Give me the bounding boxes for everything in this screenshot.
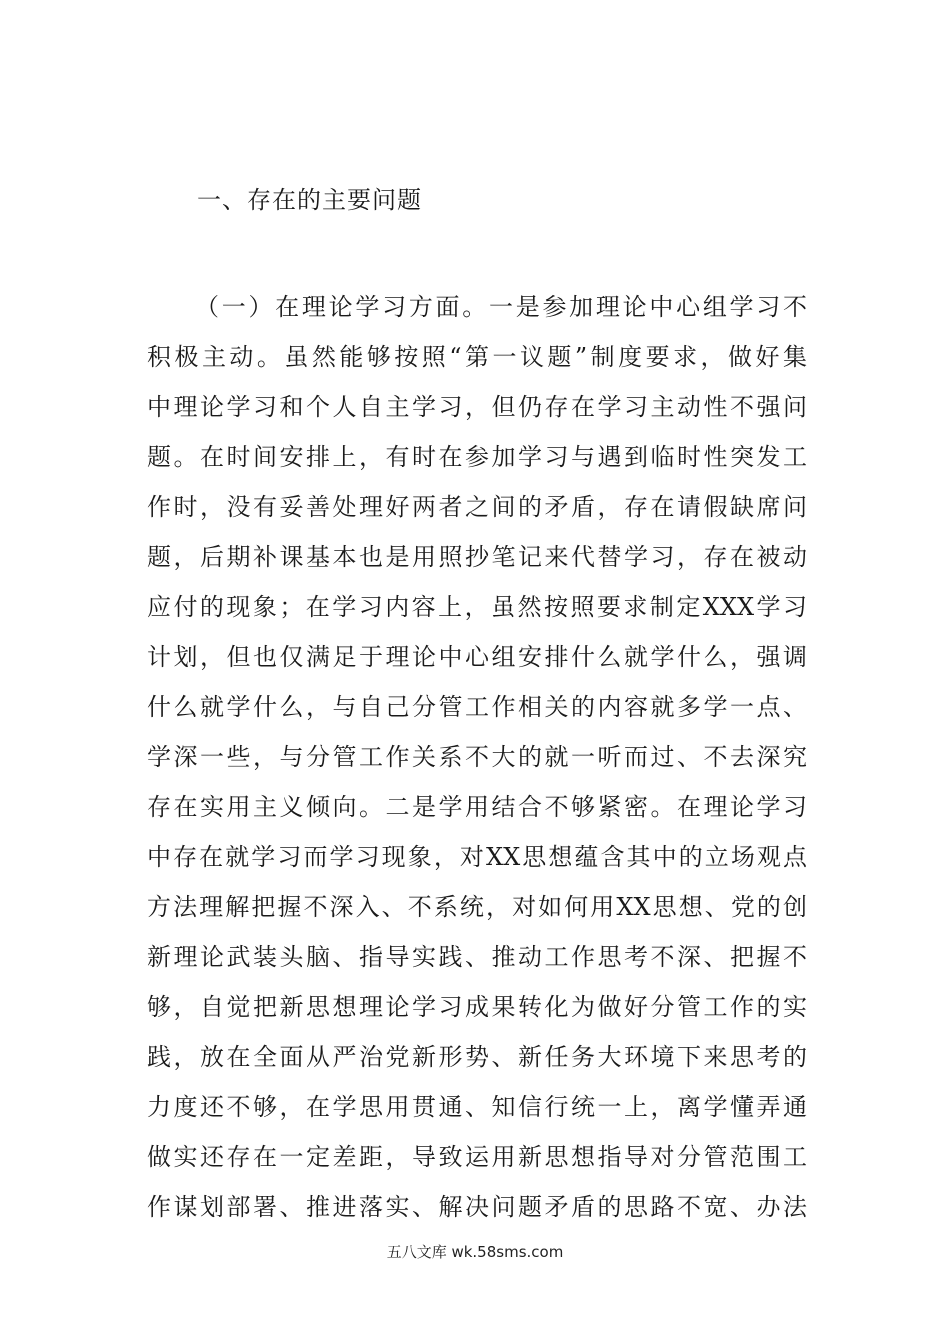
text-line: 践，放在全面从严治党新形势、新任务大环境下来思考的 bbox=[147, 1043, 807, 1071]
text-line: （一）在理论学习方面。一是参加理论中心组学习不 bbox=[195, 293, 807, 321]
text-line: 做实还存在一定差距，导致运用新思想指导对分管范围工 bbox=[147, 1143, 807, 1171]
text-line: 积极主动。虽然能够按照“第一议题”制度要求，做好集 bbox=[147, 343, 807, 371]
section-heading: 一、存在的主要问题 bbox=[197, 186, 422, 214]
body-text bbox=[147, 282, 807, 1232]
text-line: 应付的现象；在学习内容上，虽然按照要求制定XXX学习 bbox=[147, 593, 807, 621]
text-line: 作时，没有妥善处理好两者之间的矛盾，存在请假缺席问 bbox=[147, 493, 807, 521]
text-line: 题。在时间安排上，有时在参加学习与遇到临时性突发工 bbox=[147, 443, 807, 471]
text-line: 学深一些，与分管工作关系不大的就一听而过、不去深究 bbox=[147, 743, 807, 771]
text-line: 作谋划部署、推进落实、解决问题矛盾的思路不宽、办法 bbox=[147, 1193, 807, 1221]
text-line: 题，后期补课基本也是用照抄笔记来代替学习，存在被动 bbox=[147, 543, 807, 571]
text-line: 中理论学习和个人自主学习，但仍存在学习主动性不强问 bbox=[147, 393, 807, 421]
text-line: 够，自觉把新思想理论学习成果转化为做好分管工作的实 bbox=[147, 993, 807, 1021]
text-line: 什么就学什么，与自己分管工作相关的内容就多学一点、 bbox=[147, 693, 807, 721]
text-line: 存在实用主义倾向。二是学用结合不够紧密。在理论学习 bbox=[147, 793, 807, 821]
text-line: 计划，但也仅满足于理论中心组安排什么就学什么，强调 bbox=[147, 643, 807, 671]
footer-watermark: 五八文库 wk.58sms.com bbox=[386, 1243, 564, 1261]
text-line: 中存在就学习而学习现象，对XX思想蕴含其中的立场观点 bbox=[147, 843, 807, 871]
text-line: 方法理解把握不深入、不系统，对如何用XX思想、党的创 bbox=[147, 893, 807, 921]
text-line: 新理论武装头脑、指导实践、推动工作思考不深、把握不 bbox=[147, 943, 807, 971]
text-line: 力度还不够，在学思用贯通、知信行统一上，离学懂弄通 bbox=[147, 1093, 807, 1121]
